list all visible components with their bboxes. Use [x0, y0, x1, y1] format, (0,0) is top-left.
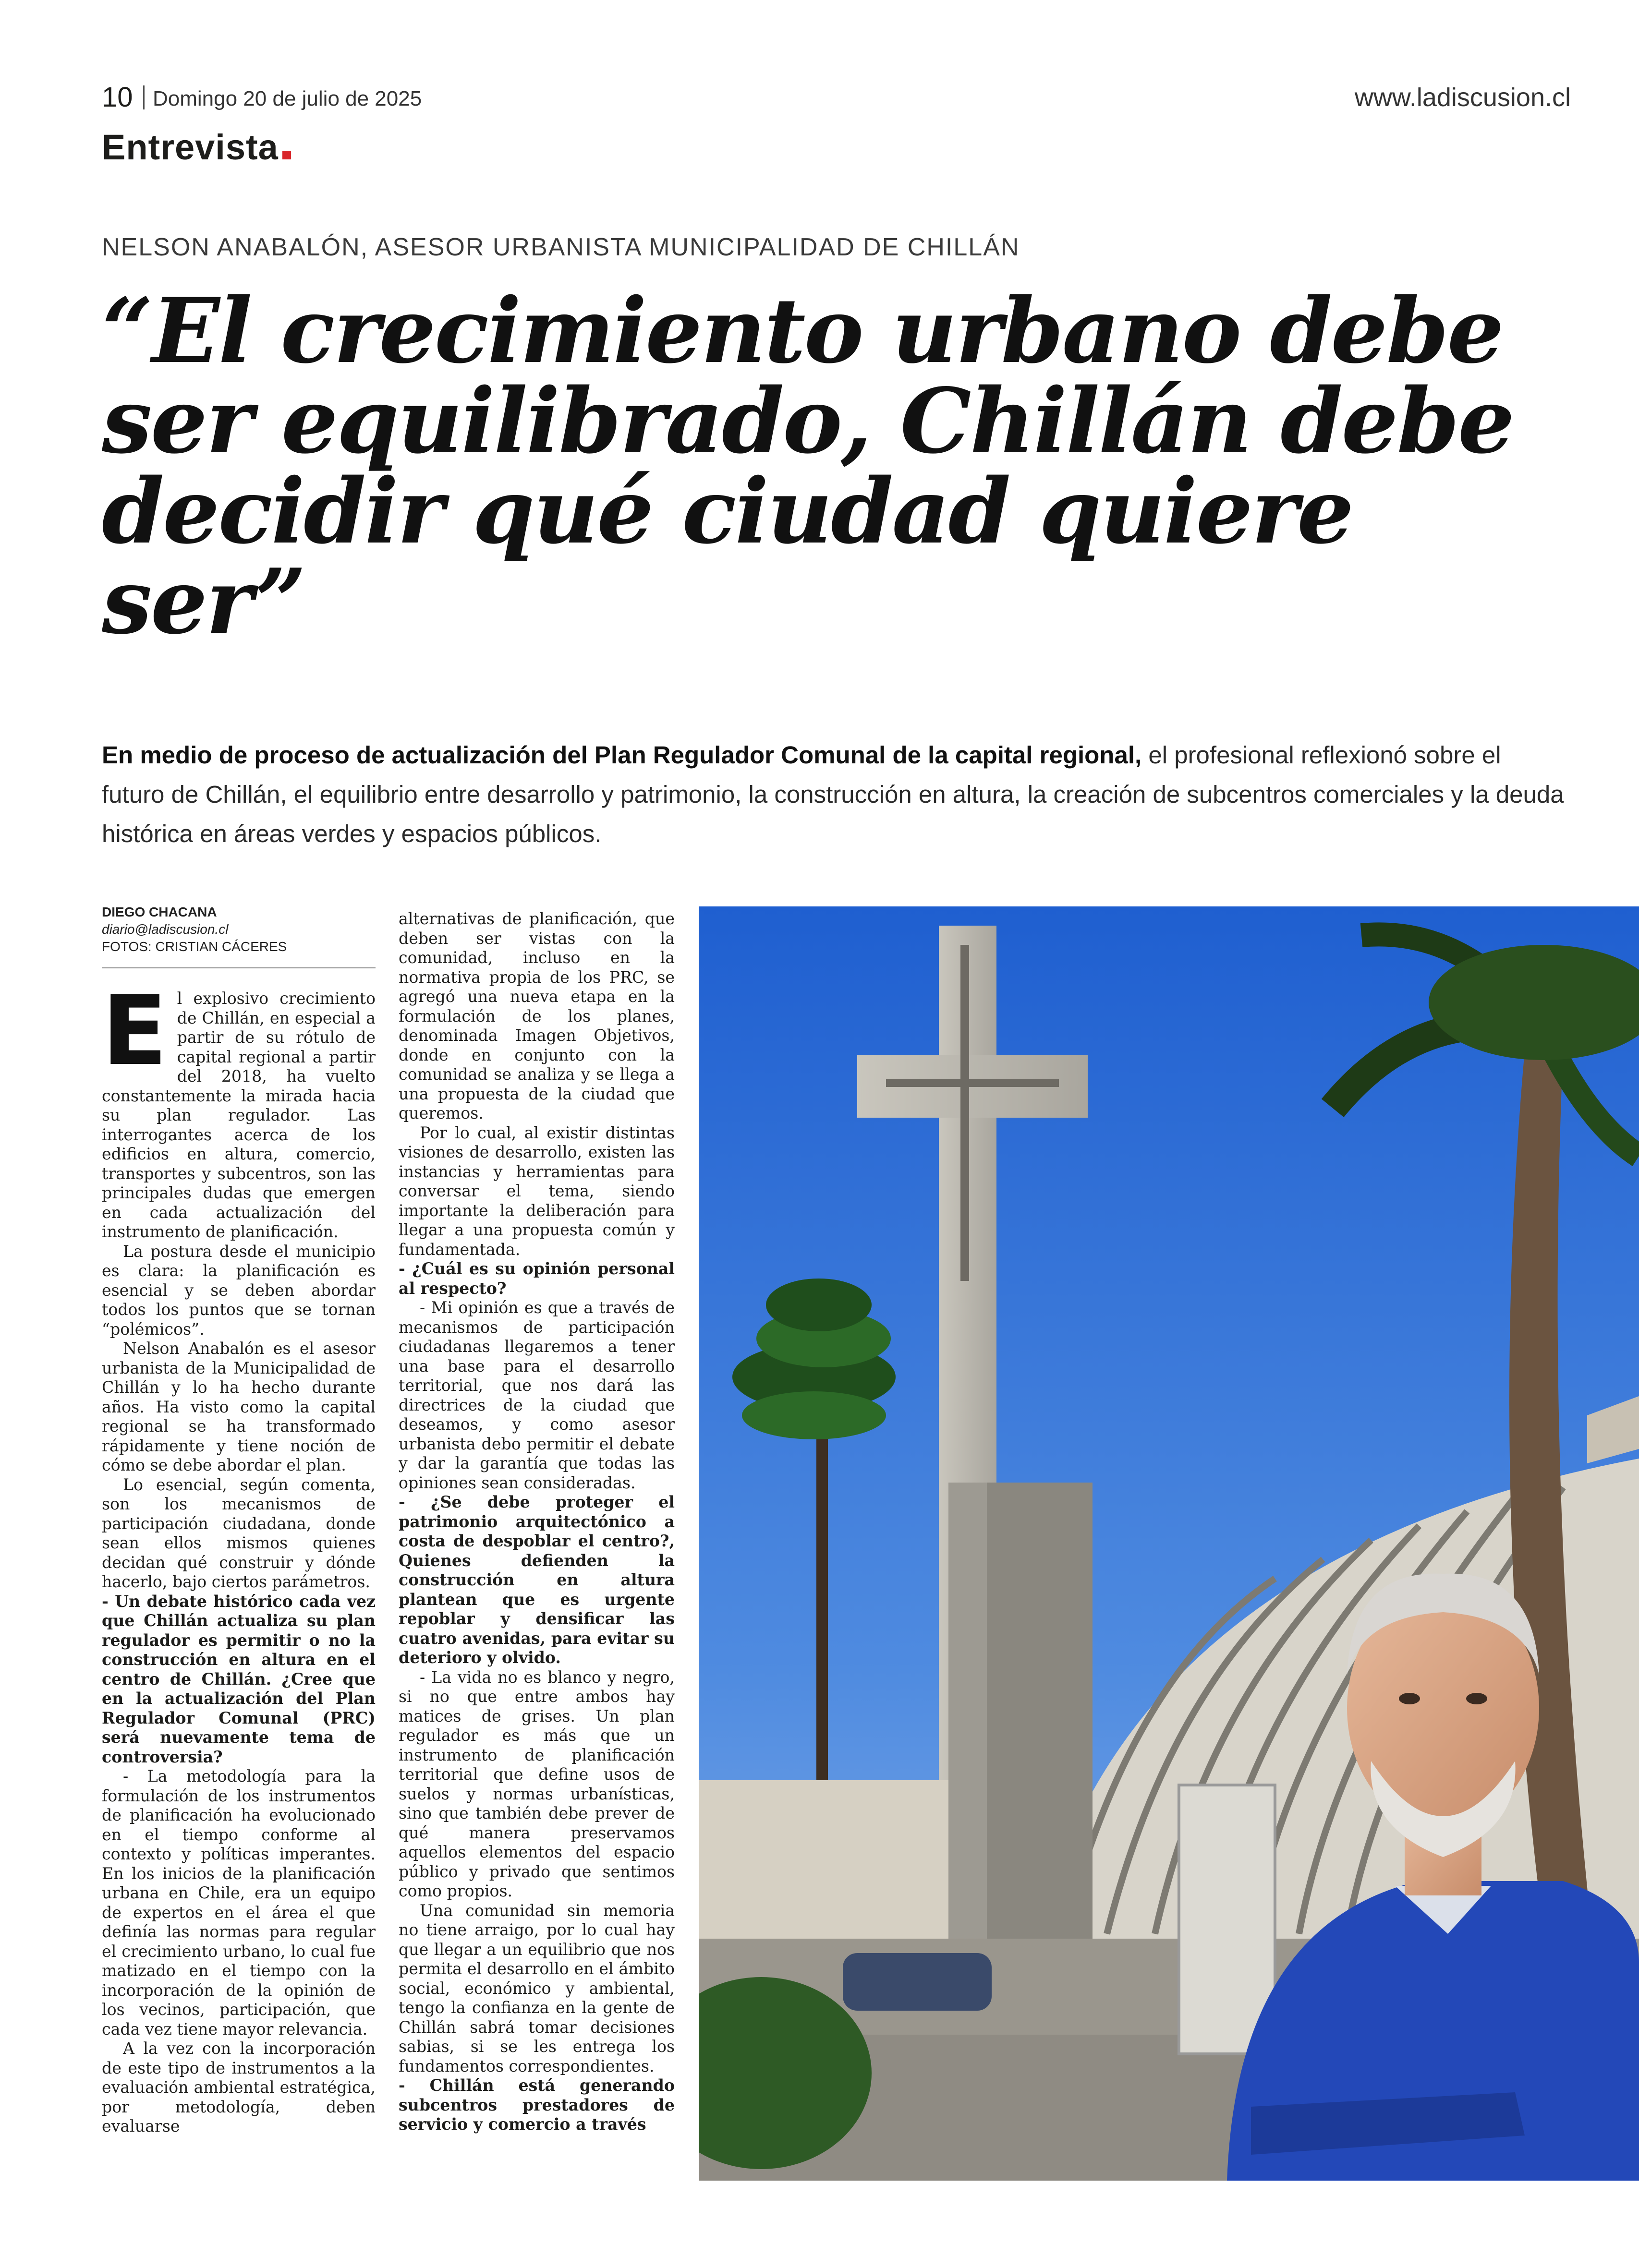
body-paragraph: La postura desde el municipio es clara: la planificación es esencial y se deben abordar todos los puntos que se tornan “polémicos”.: [102, 1242, 376, 1339]
body-paragraph: - La vida no es blanco y negro, si no que entre ambos hay matices de grises. Un plan regulador es más que un instrumento de planificación territorial que define usos de suelos y normas urbanísticas, sino que también debe prever de qué manera preservamos aquellos elementos del espacio público y privado que sentimos como propios.: [399, 1667, 675, 1900]
page-number: 10: [102, 82, 133, 113]
article-lead: [102, 736, 1566, 854]
lead-bold: En medio de proceso de actualización del Plan Regulador Comunal de la capital regional,: [102, 741, 1142, 769]
interview-question: - ¿Cuál es su opinión personal al respecto?: [399, 1259, 675, 1298]
header-separator: [143, 85, 145, 109]
byline-email[interactable]: diario@ladiscusion.cl: [102, 922, 229, 937]
lead-rest: el profesional reflexionó sobre el futuro de Chillán, el equilibrio entre desarrollo y patrimonio, la construcción en altura, la creación de subcentros comerciales y la deuda histórica en áreas verdes y espacios públicos.: [102, 741, 1564, 847]
byline-photos: FOTOS: CRISTIAN CÁCERES: [102, 939, 287, 954]
body-paragraph: Nelson Anabalón es el asesor urbanista de la Municipalidad de Chillán y lo ha hecho durante años. Ha visto como la capital regional se ha transformado rápidamente y tiene noción de cómo se debe abordar el plan.: [102, 1339, 376, 1474]
article-headline: “El crecimiento urbano debe ser equilibrado, Chillán debe decidir qué ciudad quiere ser”: [102, 278, 1514, 654]
section-name: Entrevista: [102, 127, 279, 167]
interview-question: - ¿Se debe proteger el patrimonio arquitectónico a costa de despoblar el centro?, Quienes defienden la construcción en altura plantean que es urgente repoblar y densificar las cuatro avenidas, para evitar su deterioro y olvido.: [399, 1493, 675, 1667]
interview-question: - Chillán está generando subcentros prestadores de servicio y comercio a través: [399, 2076, 675, 2134]
body-paragraph: Lo esencial, según comenta, son los mecanismos de participación ciudadana, donde sean ellos mismos quienes decidan qué construir y dónde hacerlo, bajo ciertos parámetros.: [102, 1475, 376, 1591]
byline-author: DIEGO CHACANA: [102, 905, 217, 919]
byline-divider: [102, 967, 376, 968]
section-label: [102, 126, 291, 169]
body-paragraph: l explosivo crecimiento de Chillán, en especial a partir de su rótulo de capital regional a partir del 2018, ha vuelto constantemente la mirada hacia su plan regulador. Las interrogantes acerca de los edificios en altura, comercio, transportes y subcentros, son las principales dudas que emergen en cada actualización del instrumento de planificación.: [102, 989, 376, 1241]
interview-question: - Un debate histórico cada vez que Chillán actualiza su plan regulador es permitir o no la construcción en altura en el centro de Chillán. ¿Cree que en la actualización del Plan Regulador Comunal (PRC) será nuevamente tema de controversia?: [102, 1592, 376, 1766]
body-paragraph: Por lo cual, al existir distintas visiones de desarrollo, existen las instancias y herramientas para conversar el tema, siendo importante la deliberación para llegar a una propuesta común y fundamentada.: [399, 1123, 675, 1259]
body-column-1: [102, 975, 376, 2136]
body-paragraph: A la vez con la incorporación de este tipo de instrumentos a la evaluación ambiental estratégica, por metodología, deben evaluarse: [102, 2039, 376, 2135]
section-dot-icon: [282, 151, 291, 159]
drop-cap: E: [102, 975, 168, 1087]
body-paragraph: Una comunidad sin memoria no tiene arraigo, por lo cual hay que llegar a un equilibrio que nos permita el desarrollo en el ámbito social, económico y ambiental, tengo la confianza en la gente de Chillán sabrá tomar decisiones sabias, si se les entrega los fundamentos correspondientes.: [399, 1901, 675, 2075]
parked-car: [843, 1953, 992, 2011]
body-paragraph: alternativas de planificación, que deben ser vistas con la comunidad, incluso en la normativa propia de los PRC, se agregó una nueva etapa en la formulación de los planes, denominada Imagen Objetivos, donde en conjunto con la comunidad se analiza y se llega a una propuesta de la ciudad que queremos.: [399, 909, 675, 1122]
body-paragraph: - La metodología para la formulación de los instrumentos de planificación ha evolucionado en el tiempo conforme al contexto y políticas imperantes. En los inicios de la planificación urbana en Chile, era un equipo de expertos en el área el que definía las normas para regular el crecimiento urbano, lo cual fue matizado en el tiempo con la incorporación de la opinión de los vecinos, participación, que cada vez tiene mayor relevancia.: [102, 1767, 376, 2039]
website-url[interactable]: www.ladiscusion.cl: [1354, 83, 1571, 112]
body-paragraph: - Mi opinión es que a través de mecanismos de participación ciudadanas llegaremos a tener una base para el desarrollo territorial, que nos dará las directrices de la ciudad que deseamos, y como asesor urbanista debo permitir el debate y dar la garantía que todas las opiniones sean consideradas.: [399, 1298, 675, 1492]
article-photo: [699, 906, 1639, 2181]
issue-date: Domingo 20 de julio de 2025: [153, 87, 422, 110]
article-kicker: NELSON ANABALÓN, ASESOR URBANISTA MUNICIPALIDAD DE CHILLÁN: [102, 233, 1020, 261]
body-column-2: [399, 909, 675, 2135]
byline: [102, 904, 376, 955]
